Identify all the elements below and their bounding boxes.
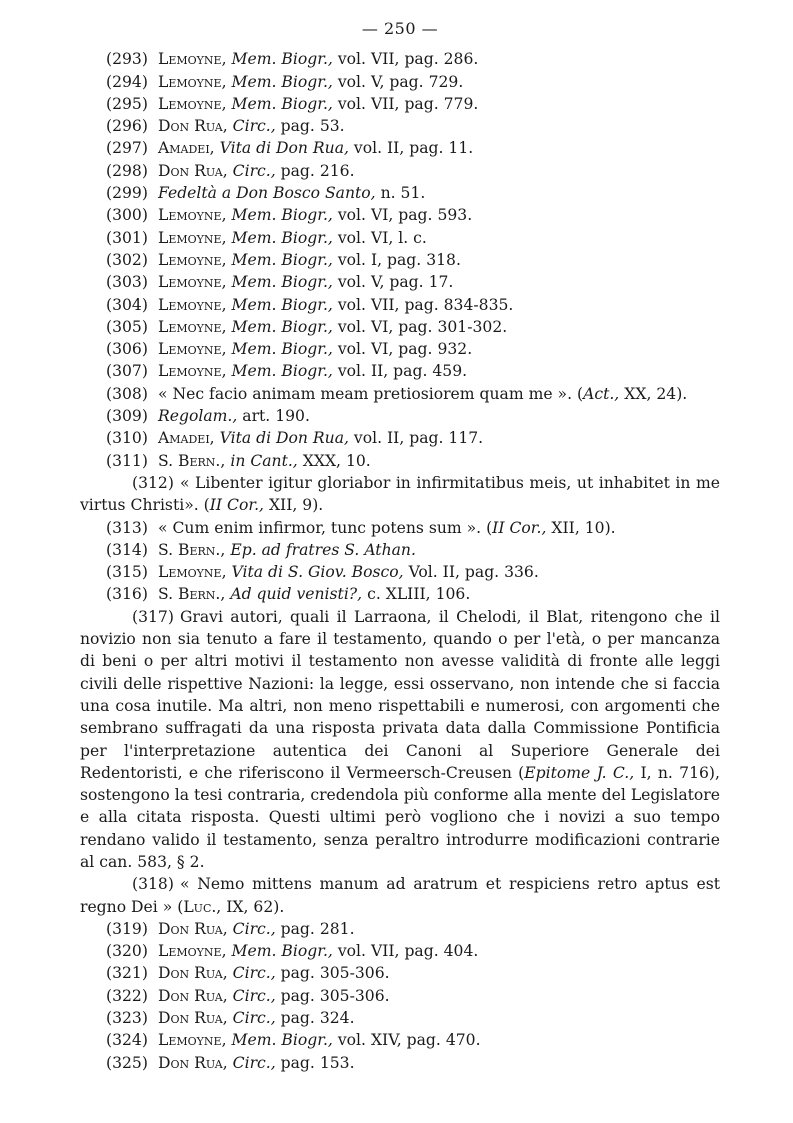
author-name: Lemoyne,: [158, 317, 227, 336]
footnote-entry: [80, 1052, 720, 1074]
citation-text: vol. VII, pag. 404.: [332, 942, 479, 961]
author-name: Don Rua,: [158, 919, 228, 938]
footnote-text: [158, 405, 720, 427]
footnote-number: (293): [106, 50, 148, 69]
footnote-entry: [80, 71, 720, 93]
footnote-entry: [80, 405, 720, 427]
italic-title: II Cor.,: [492, 518, 547, 537]
author-name: Lemoyne,: [158, 563, 227, 582]
footnote-number: (316): [106, 585, 148, 604]
footnote-number: (312): [132, 473, 174, 492]
author-name: Lemoyne,: [158, 340, 227, 359]
italic-title: Vita di Don Rua,: [219, 429, 349, 448]
author-name: Don Rua,: [158, 161, 228, 180]
italic-title: II Cor.,: [209, 496, 264, 515]
footnote-text: [158, 985, 720, 1007]
citation-text: pag. 281.: [275, 919, 355, 938]
footnote-number: (295): [106, 94, 148, 113]
footnote-text: [158, 93, 720, 115]
author-name: Lemoyne,: [158, 94, 227, 113]
footnote-text: [158, 338, 720, 360]
footnote-text: [158, 1029, 720, 1051]
italic-title: Circ.,: [232, 964, 276, 983]
author-name: Don Rua,: [158, 1053, 228, 1072]
footnote-number: (313): [106, 518, 148, 537]
citation-text: n. 51.: [375, 184, 426, 203]
footnote-entry: [80, 561, 720, 583]
italic-title: Circ.,: [232, 986, 276, 1005]
italic-title: Mem. Biogr.,: [231, 317, 333, 336]
footnote-number: (311): [106, 451, 148, 470]
footnote-number: (304): [106, 295, 148, 314]
author-name: S. Bern.,: [158, 540, 226, 559]
footnote-text: [158, 249, 720, 271]
italic-title: Mem. Biogr.,: [231, 273, 333, 292]
footnote-text: [158, 160, 720, 182]
italic-title: Mem. Biogr.,: [231, 340, 333, 359]
footnote-list: [80, 48, 720, 1074]
footnote-text: [158, 316, 720, 338]
footnote-number: (300): [106, 206, 148, 225]
footnote-number: (310): [106, 429, 148, 448]
footnote-text: [80, 608, 720, 871]
footnote-entry: [80, 427, 720, 449]
footnote-entry: [80, 450, 720, 472]
citation-text: XII, 10).: [546, 518, 616, 537]
footnote-text: [80, 474, 720, 514]
footnote-entry: [80, 160, 720, 182]
footnote-text: [158, 539, 720, 561]
citation-text: pag. 324.: [275, 1009, 355, 1028]
author-name: Lemoyne,: [158, 206, 227, 225]
italic-title: Mem. Biogr.,: [231, 362, 333, 381]
italic-title: Epitome J. C.,: [524, 763, 635, 782]
footnote-number: (322): [106, 986, 148, 1005]
author-name: Don Rua,: [158, 1009, 228, 1028]
footnote-entry: [80, 539, 720, 561]
citation-text: « Nemo mittens manum ad aratrum et respiciens retro aptus est regno Dei » (: [80, 875, 720, 916]
footnote-text: [158, 271, 720, 293]
footnote-number: (323): [106, 1009, 148, 1028]
footnote-entry: [80, 383, 720, 405]
footnote-entry: [80, 1029, 720, 1051]
citation-text: « Libenter igitur gloriabor in infirmitatibus meis, ut inhabitet in me virtus Christi». (: [80, 473, 720, 515]
footnote-entry: [80, 48, 720, 70]
footnote-number: (318): [132, 875, 174, 894]
author-name: Lemoyne,: [158, 1031, 227, 1050]
footnote-entry: [80, 918, 720, 940]
citation-text: pag. 153.: [275, 1053, 355, 1072]
footnote-text: [158, 71, 720, 93]
footnote-number: (296): [106, 117, 148, 136]
author-name: Lemoyne,: [158, 942, 227, 961]
italic-title: Vita di S. Giov. Bosco,: [231, 563, 404, 582]
footnote-entry: [80, 472, 720, 517]
citation-text: XII, 9).: [264, 496, 324, 515]
citation-text: vol. II, pag. 11.: [348, 139, 474, 158]
italic-title: Circ.,: [232, 161, 276, 180]
italic-title: Mem. Biogr.,: [231, 94, 333, 113]
footnote-number: (319): [106, 919, 148, 938]
citation-text: I, n. 716), sostengono la tesi contraria, credendola più conforme alla mente del Legislatore e alla citata risposta. Questi ultimi però vogliono che i novizi a suo tempo rendano valido il testamento, senza peraltro introdurre modificazioni contrarie al can. 583, § 2.: [80, 763, 720, 871]
footnote-number: (320): [106, 942, 148, 961]
author-name: Don Rua,: [158, 964, 228, 983]
italic-title: Mem. Biogr.,: [231, 206, 333, 225]
footnote-number: (315): [106, 563, 148, 582]
footnote-entry: [80, 985, 720, 1007]
document-page: [80, 18, 720, 1074]
author-name: Lemoyne,: [158, 250, 227, 269]
footnote-number: (325): [106, 1053, 148, 1072]
footnote-text: [158, 137, 720, 159]
footnote-text: [158, 962, 720, 984]
citation-text: vol. V, pag. 729.: [332, 72, 464, 91]
footnote-text: [158, 383, 720, 405]
citation-text: vol. I, pag. 318.: [332, 250, 461, 269]
footnote-text: [158, 48, 720, 70]
italic-title: Circ.,: [232, 117, 276, 136]
citation-text: vol. VII, pag. 834-835.: [332, 295, 514, 314]
citation-text: vol. VII, pag. 286.: [332, 50, 479, 69]
citation-text: vol. II, pag. 117.: [348, 429, 484, 448]
italic-title: Circ.,: [232, 1009, 276, 1028]
italic-title: Mem. Biogr.,: [231, 250, 333, 269]
footnote-number: (297): [106, 139, 148, 158]
author-name: Lemoyne,: [158, 273, 227, 292]
footnote-text: [158, 1052, 720, 1074]
author-name: Lemoyne,: [158, 72, 227, 91]
italic-title: Ad quid venisti?,: [230, 585, 363, 604]
citation-text: vol. XIV, pag. 470.: [332, 1031, 481, 1050]
footnote-text: [158, 227, 720, 249]
footnote-entry: [80, 249, 720, 271]
footnote-entry: [80, 182, 720, 204]
footnote-text: [80, 875, 720, 915]
italic-title: Circ.,: [232, 919, 276, 938]
italic-title: Mem. Biogr.,: [231, 1031, 333, 1050]
citation-text: XX, 24).: [619, 384, 688, 403]
footnote-entry: [80, 583, 720, 605]
italic-title: Mem. Biogr.,: [231, 228, 333, 247]
footnote-number: (314): [106, 540, 148, 559]
author-name: S. Bern.,: [158, 585, 226, 604]
author-name: Amadei,: [158, 429, 215, 448]
citation-text: art. 190.: [237, 407, 310, 426]
footnote-entry: [80, 606, 720, 874]
footnote-entry: [80, 873, 720, 918]
citation-text: vol. VI, l. c.: [332, 228, 427, 247]
footnote-number: (294): [106, 72, 148, 91]
footnote-number: (299): [106, 184, 148, 203]
footnote-entry: [80, 294, 720, 316]
citation-text: « Nec facio animam meam pretiosiorem quam me ». (: [158, 384, 584, 403]
author-name: Luc.,: [183, 897, 222, 916]
citation-text: « Cum enim infirmor, tunc potens sum ». (: [158, 518, 493, 537]
footnote-entry: [80, 227, 720, 249]
footnote-text: [158, 1007, 720, 1029]
italic-title: Mem. Biogr.,: [231, 295, 333, 314]
footnote-entry: [80, 115, 720, 137]
citation-text: pag. 305-306.: [275, 986, 390, 1005]
footnote-text: [158, 115, 720, 137]
page-number: — 250 —: [361, 19, 439, 38]
footnote-entry: [80, 93, 720, 115]
citation-text: vol. V, pag. 17.: [332, 273, 454, 292]
italic-title: Ep. ad fratres S. Athan.: [230, 540, 416, 559]
italic-title: Mem. Biogr.,: [231, 72, 333, 91]
footnote-text: [158, 204, 720, 226]
footnote-entry: [80, 940, 720, 962]
italic-title: Circ.,: [232, 1053, 276, 1072]
italic-title: Mem. Biogr.,: [231, 942, 333, 961]
footnote-text: [158, 450, 720, 472]
footnote-text: [158, 294, 720, 316]
citation-text: pag. 53.: [275, 117, 345, 136]
citation-text: vol. VI, pag. 593.: [332, 206, 473, 225]
footnote-text: [158, 561, 720, 583]
footnote-number: (301): [106, 228, 148, 247]
footnote-text: [158, 517, 720, 539]
author-name: Don Rua,: [158, 986, 228, 1005]
footnote-entry: [80, 338, 720, 360]
footnote-number: (324): [106, 1031, 148, 1050]
italic-title: in Cant.,: [230, 451, 298, 470]
author-name: Lemoyne,: [158, 228, 227, 247]
citation-text: XXX, 10.: [297, 451, 371, 470]
citation-text: pag. 305-306.: [275, 964, 390, 983]
footnote-number: (298): [106, 161, 148, 180]
footnote-text: [158, 427, 720, 449]
citation-text: IX, 62).: [221, 897, 285, 916]
footnote-number: (303): [106, 273, 148, 292]
citation-text: vol. VII, pag. 779.: [332, 94, 479, 113]
footnote-entry: [80, 1007, 720, 1029]
italic-title: Act.,: [583, 384, 620, 403]
citation-text: vol. VI, pag. 301-302.: [332, 317, 508, 336]
citation-text: Gravi autori, quali il Larraona, il Chelodi, il Blat, ritengono che il novizio non sia tenuto a fare il testamento, quando o per l'età, o per mancanza di beni o per altri motivi il testamento non avesse validità di fronte alle leggi civili delle rispettive Nazioni: la legge, essi osservano, non intende che si faccia una cosa inutile. Ma altri, non meno rispettabili e numerosi, con argomenti che sembrano suffragati da una risposta privata data dalla Commissione Pontificia per l'interpretazione autentica dei Canoni al Superiore Generale dei Redentoristi, e che riferiscono il Vermeersch-Creusen (: [80, 607, 720, 782]
footnote-number: (308): [106, 384, 148, 403]
citation-text: Vol. II, pag. 336.: [403, 563, 539, 582]
footnote-number: (317): [132, 607, 174, 626]
footnote-text: [158, 918, 720, 940]
citation-text: vol. II, pag. 459.: [332, 362, 468, 381]
citation-text: c. XLIII, 106.: [362, 585, 471, 604]
footnote-number: (307): [106, 362, 148, 381]
footnote-number: (321): [106, 964, 148, 983]
footnote-entry: [80, 962, 720, 984]
footnote-entry: [80, 137, 720, 159]
author-name: Amadei,: [158, 139, 215, 158]
italic-title: Regolam.,: [158, 407, 238, 426]
citation-text: pag. 216.: [275, 161, 355, 180]
footnote-text: [158, 940, 720, 962]
footnote-entry: [80, 316, 720, 338]
footnote-entry: [80, 204, 720, 226]
author-name: S. Bern.,: [158, 451, 226, 470]
author-name: Lemoyne,: [158, 50, 227, 69]
italic-title: Vita di Don Rua,: [219, 139, 349, 158]
footnote-number: (309): [106, 407, 148, 426]
footnote-entry: [80, 360, 720, 382]
footnote-number: (306): [106, 340, 148, 359]
footnote-entry: [80, 271, 720, 293]
footnote-text: [158, 360, 720, 382]
author-name: Don Rua,: [158, 117, 228, 136]
footnote-number: (305): [106, 317, 148, 336]
italic-title: Mem. Biogr.,: [231, 50, 333, 69]
citation-text: vol. VI, pag. 932.: [332, 340, 473, 359]
footnote-text: [158, 583, 720, 605]
italic-title: Fedeltà a Don Bosco Santo,: [158, 184, 376, 203]
footnote-number: (302): [106, 250, 148, 269]
author-name: Lemoyne,: [158, 295, 227, 314]
footnote-entry: [80, 517, 720, 539]
footnote-text: [158, 182, 720, 204]
author-name: Lemoyne,: [158, 362, 227, 381]
